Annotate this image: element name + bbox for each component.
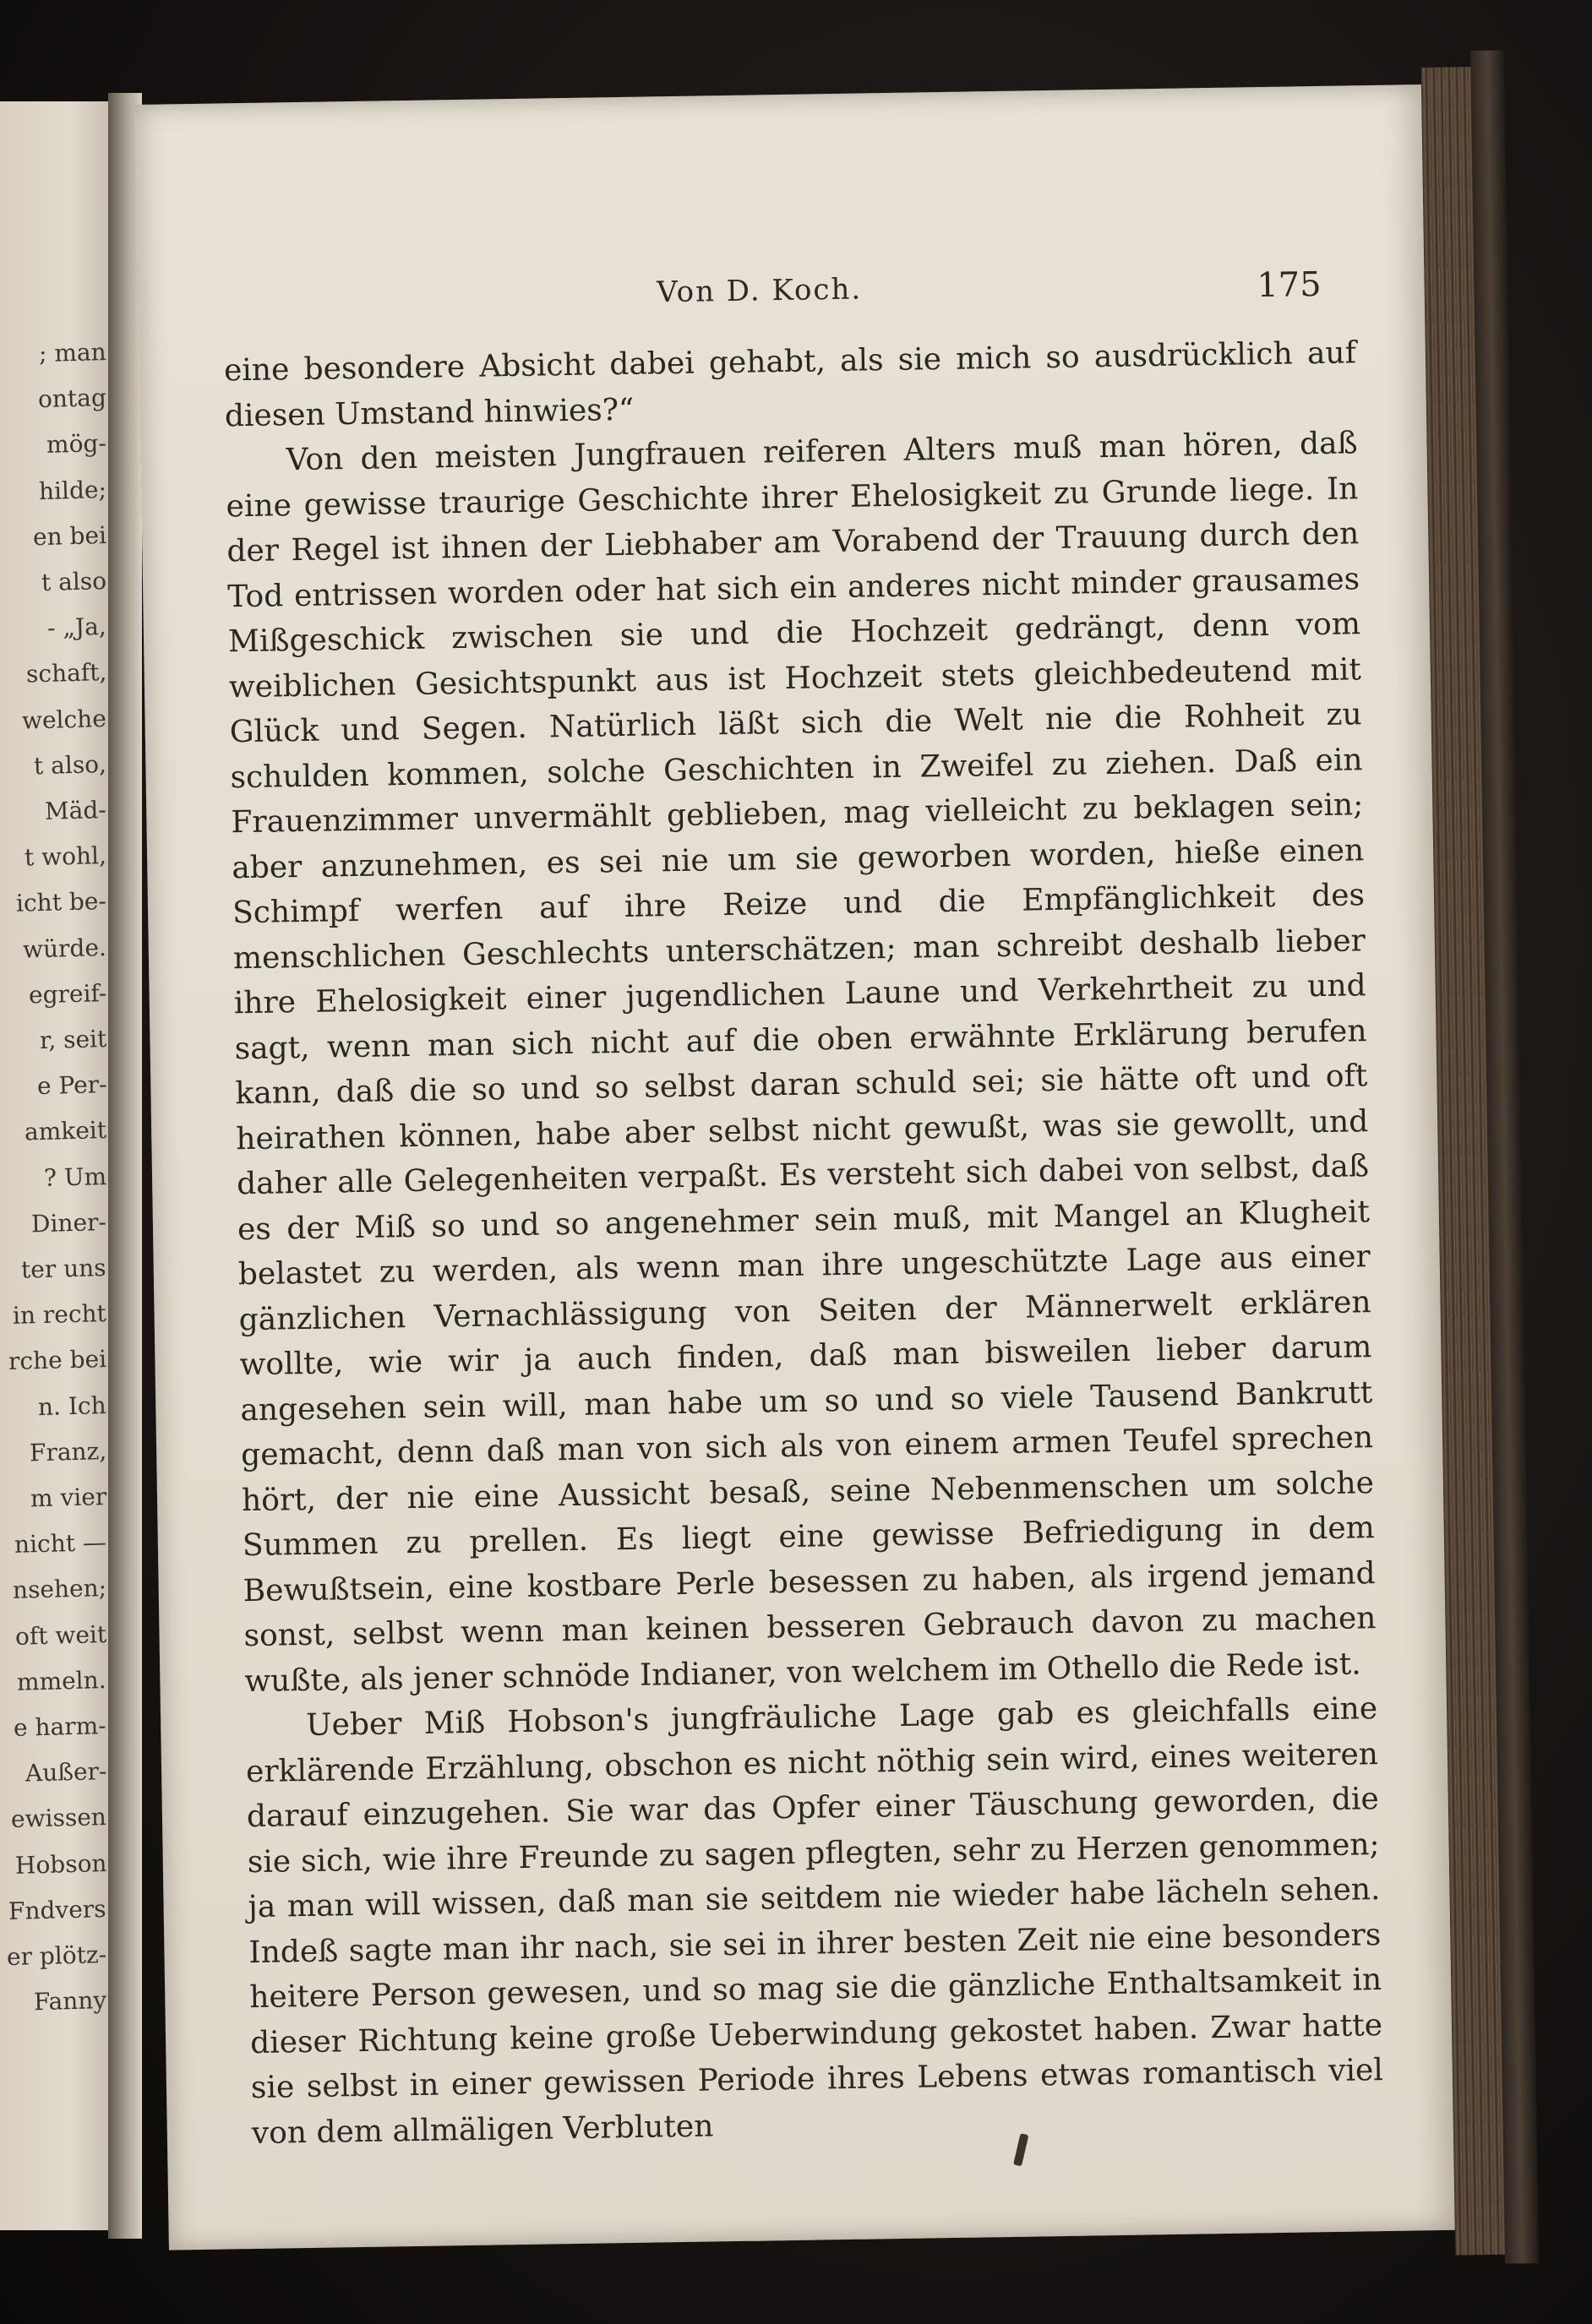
- body-text: [224, 330, 1384, 2156]
- left-page-line-fragment: en bei: [32, 520, 107, 552]
- left-page-line-fragment: nsehen;: [12, 1574, 107, 1605]
- paragraph-2: Von den meisten Jungfrauen reiferen Alters muß man hören, daß eine gewisse traurige Geschichte ihrer Ehelosigkeit zu Grunde liege. In der Regel ist ihnen der Liebhaber am Vorabend der Trauung durch den Tod entrissen worden oder hat sich ein anderes nicht minder grausames Mißgeschick zwischen sie und die Hochzeit gedrängt, denn vom weiblichen Gesichtspunkt aus ist Hochzeit stets gleichbedeutend mit Glück und Segen. Natürlich läßt sich die Welt nie die Rohheit zu schulden kommen, solche Geschichten in Zweifel zu ziehen. Daß ein Frauenzimmer unvermählt geblieben, mag vielleicht zu beklagen sein; aber anzunehmen, es sei nie um sie geworben worden, hieße einen Schimpf werfen auf ihre Reize und die Empfänglichkeit des menschlichen Geschlechts unterschätzen; man schreibt deshalb lieber ihre Ehelosigkeit einer jugendlichen Laune und Verkehrtheit zu und sagt, wenn man sich nicht auf die oben erwähnte Erklärung berufen kann, daß die so und so selbst daran schuld sei; sie hätte oft und oft heirathen können, habe aber selbst nicht gewußt, was sie gewollt, und daher alle Gelegenheiten verpaßt. Es versteht sich dabei von selbst, daß es der Miß so und so angenehmer sein muß, mit Mangel an Klugheit belastet zu werden, als wenn man ihre ungeschützte Lage aus einer gänzlichen Vernachlässigung von Seiten der Männerwelt erklären wollte, wie wir ja auch finden, daß man bisweilen lieber darum angesehen sein will, man habe um so und so viele Tausend Bankrutt gemacht, denn daß man von sich als von einem armen Teufel sprechen hört, der nie eine Aussicht besaß, seine Nebenmenschen um solche Summen zu prellen. Es liegt eine gewisse Befriedigung in dem Bewußtsein, eine kostbare Perle besessen zu haben, als irgend jemand sonst, selbst wenn man keinen besseren Gebrauch davon zu machen wußte, als jener schnöde Indianer, von welchem im Othello die Rede ist.: [226, 426, 1377, 1699]
- left-page-line-fragment: hilde;: [38, 475, 107, 505]
- left-page-line-fragment: er plötz-: [6, 1940, 107, 1972]
- book-gutter: [108, 93, 142, 2239]
- left-page-line-fragment: icht be-: [15, 887, 107, 918]
- left-page-line-fragment: r, seit: [39, 1025, 107, 1055]
- left-page-line-fragment: e harm-: [14, 1712, 107, 1742]
- paragraph-1: eine besondere Absicht dabei gehabt, als sie mich so ausdrücklich auf diesen Umstand hinwies?“: [223, 335, 1357, 433]
- left-page-line-fragment: rche bei: [8, 1345, 107, 1376]
- left-page-line-fragment: t also,: [33, 749, 107, 781]
- left-page-line-fragment: ; man: [38, 338, 107, 368]
- left-page-line-fragment: mmeln.: [17, 1665, 107, 1696]
- page-header: [222, 265, 1322, 333]
- left-page-line-fragment: Diner-: [30, 1207, 107, 1238]
- left-page-line-fragment: mög-: [46, 429, 107, 460]
- left-page-line-fragment: amkeit: [24, 1116, 107, 1146]
- left-page-line-fragment: m vier: [30, 1483, 107, 1513]
- page-number: 175: [1256, 264, 1322, 306]
- running-head: Von D. Koch.: [656, 272, 863, 310]
- left-page-line-fragment: Hobson: [14, 1848, 107, 1880]
- left-page-line-fragment: egreif-: [28, 978, 107, 1010]
- left-page-line-fragment: ter uns: [21, 1254, 107, 1284]
- left-page-line-fragment: schaft,: [25, 658, 107, 688]
- left-page-line-fragment: Fndvers: [8, 1894, 107, 1925]
- left-page-line-fragment: ewissen: [10, 1803, 107, 1834]
- left-page-line-fragment: in recht: [12, 1299, 107, 1331]
- left-page-line-fragment: Außer-: [25, 1757, 107, 1788]
- paragraph-3: Ueber Miß Hobson's jungfräuliche Lage gab es gleichfalls eine erklärende Erzählung, obschon es nicht nöthig sein wird, eines weiteren darauf einzugehen. Sie war das Opfer einer Täuschung geworden, die sie sich, wie ihre Freunde zu sagen pflegten, sehr zu Herzen genommen; ja man will wissen, daß man sie seitdem nie wieder habe lächeln sehen. Indeß sagte man ihr nach, sie sei in ihrer besten Zeit nie eine besonders heitere Person gewesen, und so mag sie die gänzliche Enthaltsamkeit in dieser Richtung keine große Ueberwindung gekostet haben. Zwar hatte sie selbst in einer gewissen Periode ihres Lebens etwas romantisch viel von dem allmäligen Verbluten: [245, 1691, 1384, 2151]
- left-page-line-fragment: Fanny: [33, 1986, 107, 2016]
- left-page-line-fragment: welche: [21, 704, 107, 735]
- left-page-line-fragment: ? Um: [43, 1162, 107, 1192]
- left-page-line-fragment: nicht —: [14, 1528, 107, 1559]
- left-page-line-fragment: würde.: [22, 933, 107, 964]
- left-page-line-fragment: ontag: [37, 384, 107, 414]
- left-page-line-fragment: e Per-: [36, 1070, 107, 1101]
- left-page-line-fragment: - „Ja,: [46, 612, 107, 643]
- book-page: [135, 84, 1455, 2251]
- left-page-line-fragment: Franz,: [29, 1436, 107, 1467]
- left-page-line-fragment: Mäd-: [44, 796, 107, 825]
- left-page-line-fragment: oft weit: [14, 1619, 107, 1651]
- left-page-line-fragment: t also: [41, 567, 107, 597]
- left-page-line-fragment: t wohl,: [24, 841, 107, 872]
- left-page-line-fragment: n. Ich: [37, 1391, 107, 1421]
- left-page: [0, 101, 118, 2230]
